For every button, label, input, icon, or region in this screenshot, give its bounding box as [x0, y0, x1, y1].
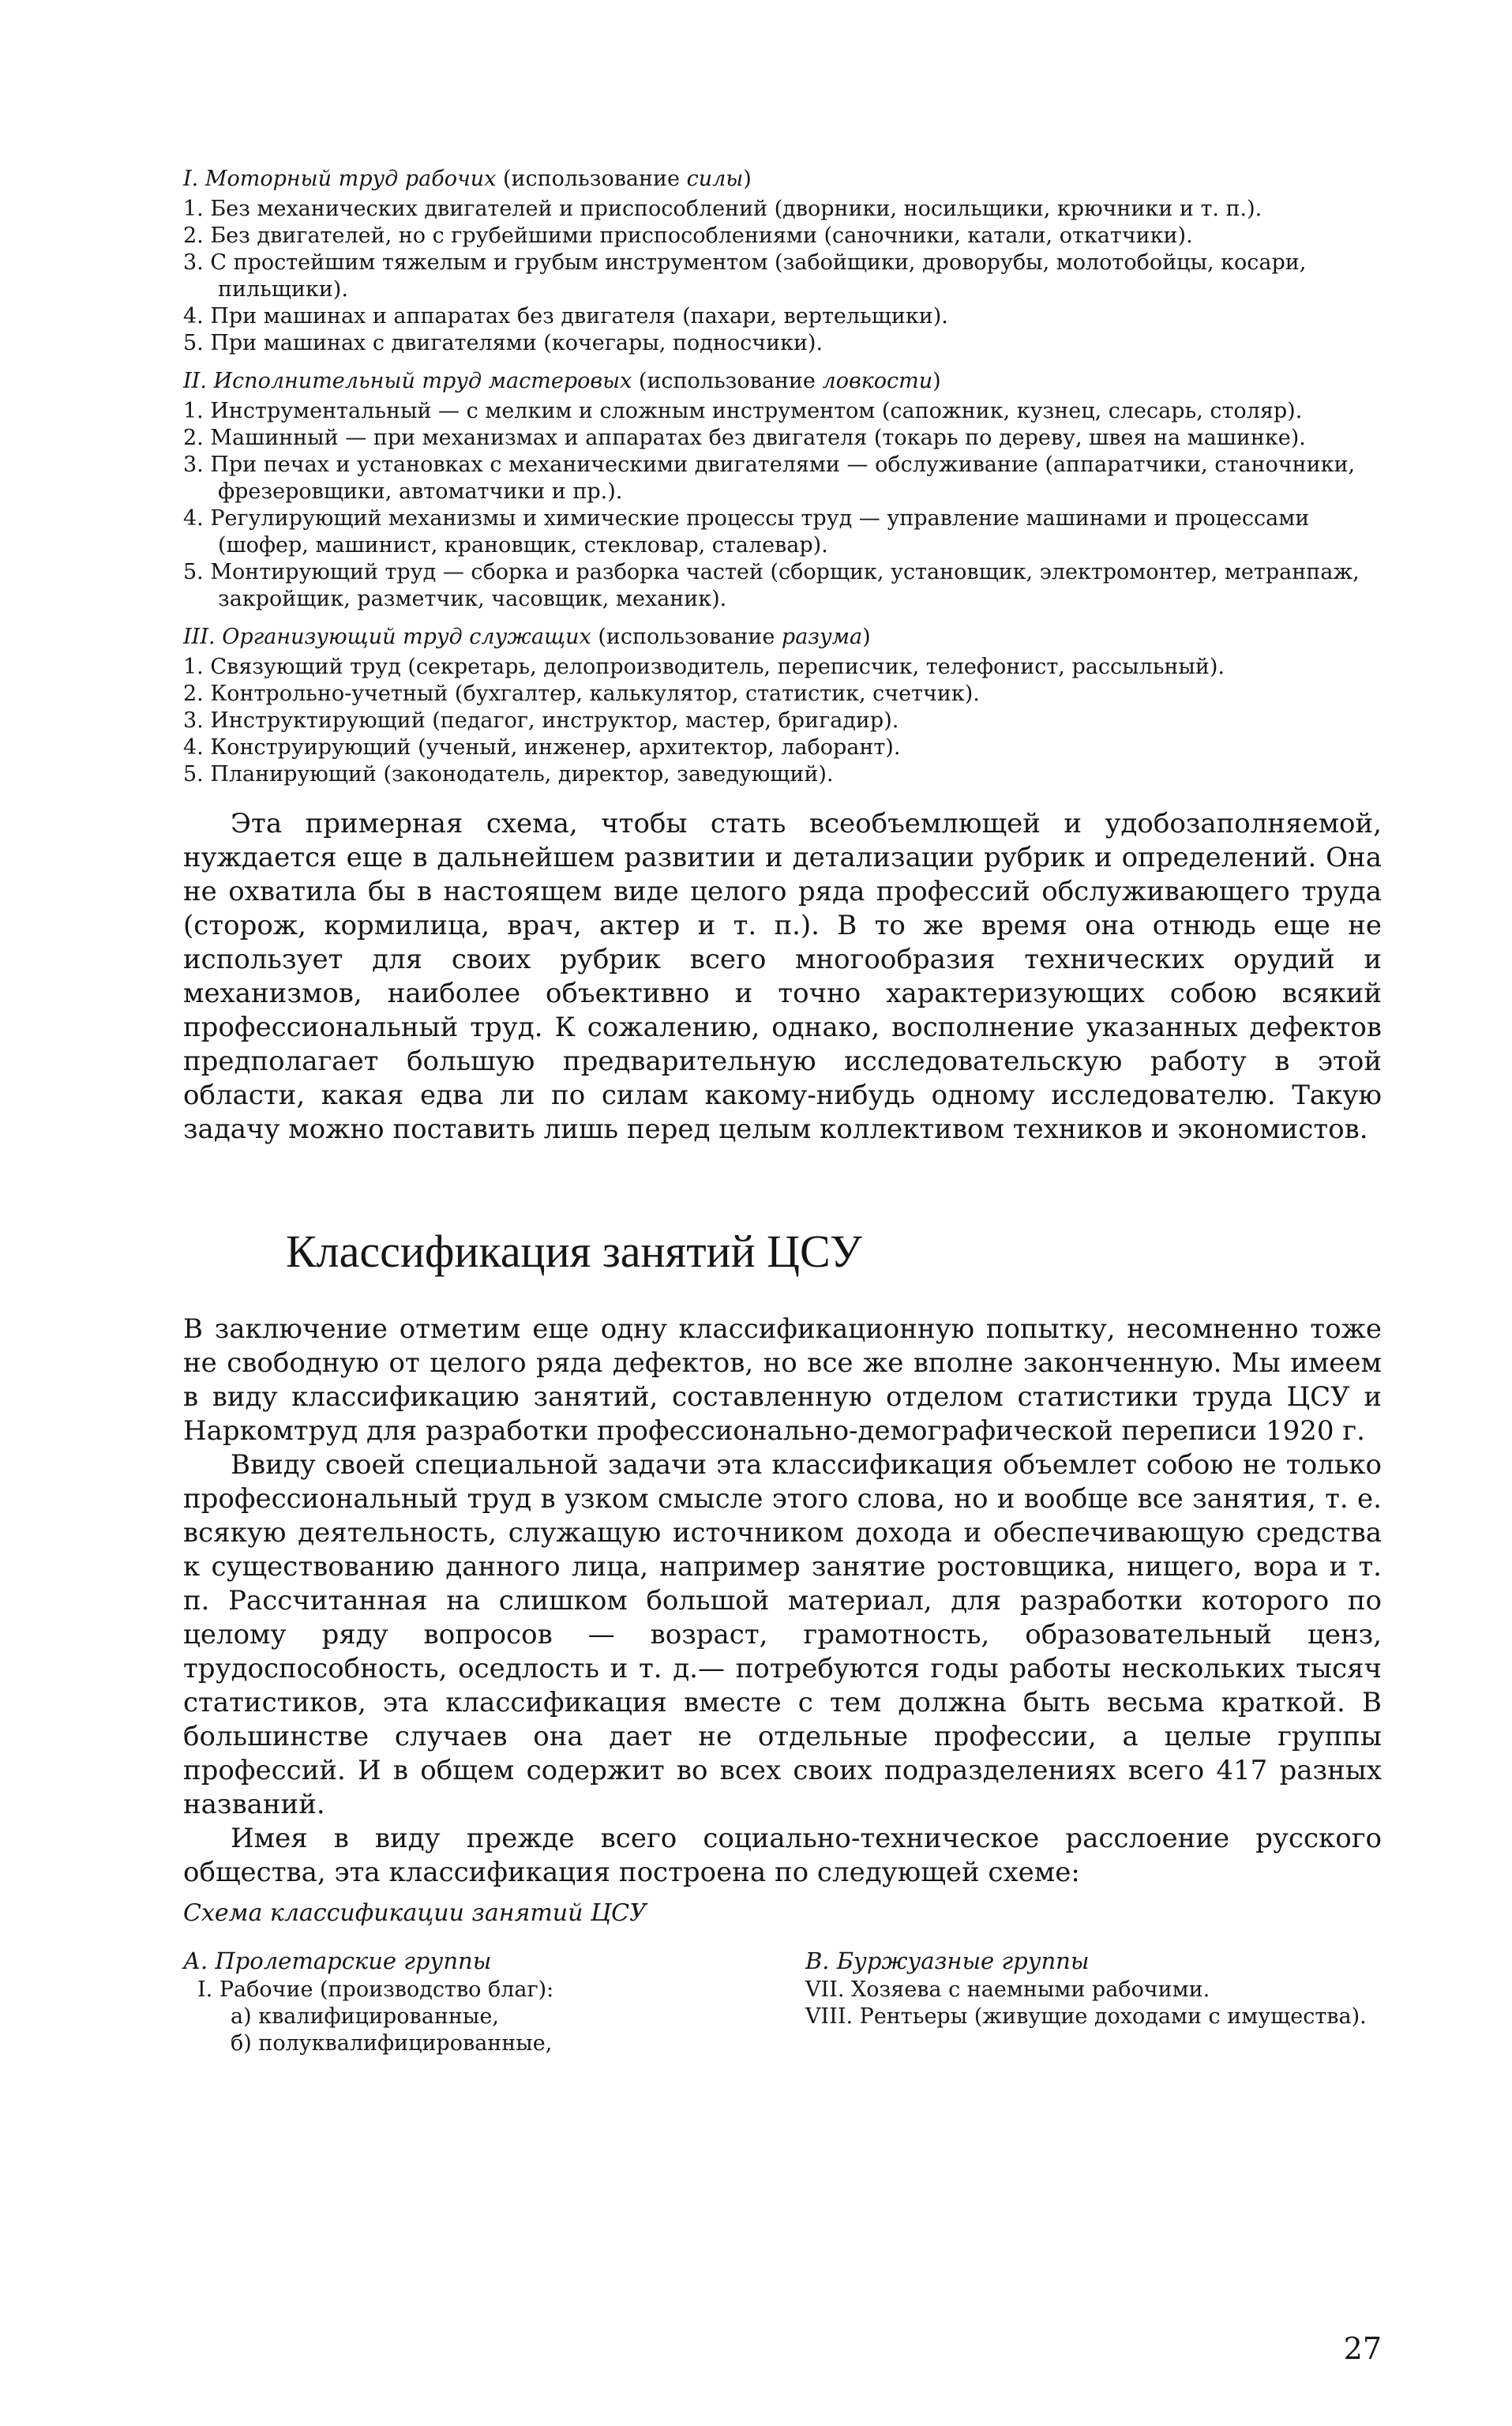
schema-title: Схема классификации занятий ЦСУ: [183, 1899, 647, 1927]
list-item: 5. При машинах с двигателями (кочегары, подносчики).: [183, 331, 824, 355]
list-item: 5. Монтирующий труд — сборка и разборка частей (сборщик, установщик, электромонтер, метранпаж, закройщик, разметчик, часовщик, механик).: [183, 560, 1360, 611]
schema-right-column: [805, 1947, 1382, 2057]
paragraph-scope: Ввиду своей специальной задачи эта классификация объемлет собою не только профессиональный труд в узком смысле этого слова, но и вообще все занятия, т. е. всякую деятельность, служащую источником дохода и обеспечивающую средства к существованию данного лица, например занятие ростовщика, нищего, вора и т. п. Рассчитанная на слишком большой материал, для разработки которого по целому ряду вопросов — возраст, грамотность, образовательный ценз, трудоспособность, оседлость и т. д.— потребуются годы работы нескольких тысяч статистиков, эта классификация вместе с тем должна быть весьма краткой. В большинстве случаев она дает не отдельные профессии, а целые группы профессий. И в общем содержит во всех своих подразделениях всего 417 разных названий.: [183, 1449, 1382, 1820]
schema-left-row: б) полуквалифицированные,: [231, 2031, 553, 2056]
list-item: 3. С простейшим тяжелым и грубым инструментом (забойщики, дроворубы, молотобойцы, косари, пильщики).: [183, 250, 1307, 302]
section3-note-word: разума: [781, 625, 863, 649]
schema-right-row: VIII. Рентьеры (живущие доходами с имущества).: [805, 2004, 1367, 2029]
section3-title: [183, 624, 1382, 651]
page-content: [183, 166, 1382, 2057]
list-item: 2. Машинный — при механизмах и аппаратах без двигателя (токарь по дереву, швея на машинке).: [183, 426, 1306, 450]
section1-list: [183, 196, 1382, 357]
list-item: 1. Без механических двигателей и приспособлений (дворники, носильщики, крючники и т. п.).: [183, 197, 1263, 221]
paragraph-scheme-lead: Имея в виду прежде всего социально-техническое расслоение русского общества, эта классификация построена по следующей схеме:: [183, 1823, 1382, 1888]
page-number: 27: [1343, 2331, 1382, 2366]
section2-note-prefix: (использование: [638, 369, 823, 393]
section3-note-suffix: ): [862, 625, 871, 649]
list-item: 4. При машинах и аппаратах без двигателя (пахари, вертельщики).: [183, 304, 948, 329]
list-item: 3. При печах и установках с механическими двигателями — обслуживание (аппаратчики, станочники, фрезеровщики, автоматчики и пр.).: [183, 453, 1356, 504]
list-item: 3. Инструктирующий (педагог, инструктор, мастер, бригадир).: [183, 708, 899, 733]
list-item: 2. Без двигателей, но с грубейшими приспособлениями (саночники, катали, откатчики).: [183, 223, 1193, 248]
section3-title-text: Организующий труд служащих: [222, 625, 591, 649]
list-item: 4. Конструирующий (ученый, инженер, архитектор, лаборант).: [183, 735, 901, 760]
section3-list: [183, 654, 1382, 788]
section1-note-suffix: ): [743, 167, 752, 191]
list-item: 1. Связующий труд (секретарь, делопроизводитель, переписчик, телефонист, рассыльный).: [183, 655, 1225, 679]
list-item: 1. Инструментальный — с мелким и сложным инструментом (сапожник, кузнец, слесарь, столяр).: [183, 399, 1303, 423]
list-item: 5. Планирующий (законодатель, директор, заведующий).: [183, 762, 834, 787]
section1-title: [183, 166, 1382, 193]
paragraph-intro: В заключение отметим еще одну классификационную попытку, несомненно тоже не свободную от целого ряда дефектов, но все же вполне законченную. Мы имеем в виду классификацию занятий, составленную отделом статистики труда ЦСУ и Наркомтруд для разработки профессионально-демографической переписи 1920 г.: [183, 1313, 1382, 1447]
section1-note-word: силы: [686, 167, 744, 191]
section2-list: [183, 398, 1382, 613]
schema-right-title: В. Буржуазные группы: [805, 1947, 1090, 1974]
section1-number: I.: [183, 167, 199, 191]
list-item: 4. Регулирующий механизмы и химические процессы труд — управление машинами и процессами (шофер, машинист, крановщик, стекловар, сталевар).: [183, 506, 1310, 558]
paragraph-schema-note: Эта примерная схема, чтобы стать всеобъемлющей и удобозаполняемой, нуждается еще в дальнейшем развитии и детализации рубрик и определений. Она не охватила бы в настоящем виде целого ряда профессий обслуживающего труда (сторож, кормилица, врач, актер и т. п.). В то же время она отнюдь еще не использует для своих рубрик всего многообразия технических орудий и механизмов, наиболее объективно и точно характеризующих собою всякий профессиональный труд. К сожалению, однако, восполнение указанных дефектов предполагает большую предварительную исследовательскую работу в этой области, какая едва ли по силам какому-нибудь одному исследователю. Такую задачу можно поставить лишь перед целым коллективом техников и экономистов.: [183, 808, 1382, 1145]
section1-title-text: Моторный труд рабочих: [204, 167, 497, 191]
schema-right-row: VII. Хозяева с наемными рабочими.: [805, 1977, 1210, 2002]
section2-title-text: Исполнительный труд мастеровых: [213, 369, 632, 393]
section2-title: [183, 368, 1382, 395]
schema-left-row: а) квалифицированные,: [231, 2004, 499, 2029]
section2-note-word: ловкости: [822, 369, 933, 393]
schema-columns: [183, 1947, 1382, 2057]
section2-note-suffix: ): [932, 369, 941, 393]
section3-note-prefix: (использование: [598, 625, 782, 649]
schema-left-title: А. Пролетарские группы: [183, 1947, 492, 1974]
section1-note-prefix: (использование: [503, 167, 687, 191]
schema-left-column: [183, 1947, 760, 2057]
list-item: 2. Контрольно-учетный (бухгалтер, калькулятор, статистик, счетчик).: [183, 682, 980, 706]
section2-number: II.: [183, 369, 207, 393]
section3-number: III.: [183, 625, 216, 649]
schema-left-row: I. Рабочие (производство благ):: [197, 1977, 554, 2002]
section-heading: Классификация занятий ЦСУ: [286, 1226, 862, 1277]
